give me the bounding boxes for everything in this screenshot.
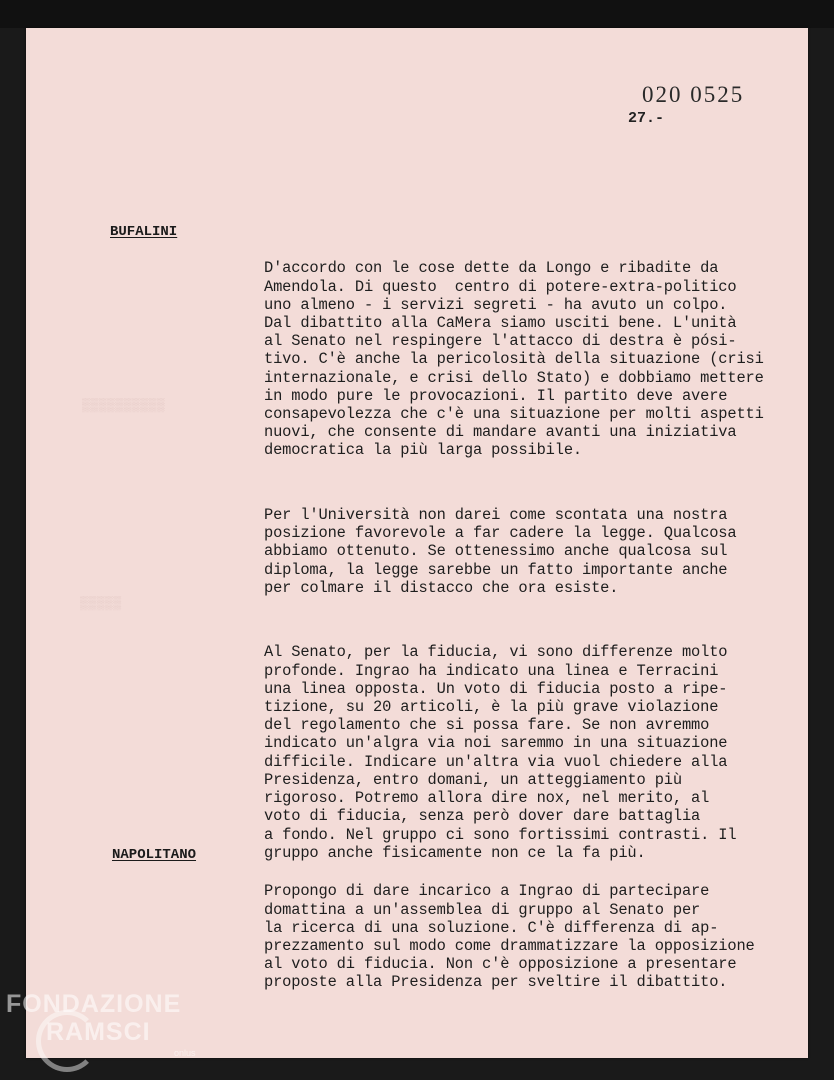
watermark-suffix: onlus [174,1048,196,1058]
watermark-line1: FONDAZIONE [6,990,182,1018]
archive-number: 020 0525 [642,82,745,107]
paragraph: Al Senato, per la fiducia, vi sono differenze molto profonde. Ingrao ha indicato una linea e Terracini una linea opposta. Un voto di fiducia posto a ripe- tizione, su 20 articoli, è la più grave violazione del regolamento che si possa fare. Se non avremmo indicato un'algra via noi saremmo in una situazione difficile. Indicare un'altra via vuol chiedere alla Presidenza, entro domani, un atteggiamento più rigoroso. Potremo allora dire nox, nel merito, al voto di fiducia, senza però dover dare battaglia a fondo. Nel gruppo ci sono fortissimi contrasti. Il gruppo anche fisicamente non ce la fa più. [264,643,737,862]
speaker-napolitano: NAPOLITANO [112,847,197,863]
bleed-through-text: ▒▒▒▒▒ [80,596,122,611]
speaker-bufalini: BUFALINI [110,224,178,240]
watermark-line2: RAMSCI [46,1018,151,1046]
paragraph: Propongo di dare incarico a Ingrao di partecipare domattina a un'assemblea di gruppo al Senato per la ricerca di una soluzione. C'è differenza di ap- prezzamento sul modo come drammatizzare la opposizione al voto di fiducia. Non c'è opposizione a presentare proposte alla Presidenza per sveltire il dibattito. [264,882,755,992]
scanner-top-strip [0,0,834,28]
paragraph: Per l'Università non darei come scontata una nostra posizione favorevole a far cadere la legge. Qualcosa abbiamo ottenuto. Se ottenessimo anche qualcosa sul diploma, la legge sarebbe un fatto importante anche per colmare il distacco che ora esiste. [264,506,737,597]
page-number: 27.- [628,110,665,127]
speech-napolitano [264,846,794,1020]
bleed-through-text: ▒▒▒▒▒▒▒▒▒▒ [82,398,166,413]
paragraph: D'accordo con le cose dette da Longo e ribadite da Amendola. Di questo centro di potere-extra-politico uno almeno - i servizi segreti - ha avuto un colpo. Dal dibattito alla CaMera siamo usciti bene. L'unità al Senato nel respingere l'attacco di destra è pósi- tivo. C'è anche la pericolosità della situazione (crisi internazionale, e crisi dello Stato) e dobbiamo mettere in modo pure le provocazioni. Il partito deve avere consapevolezza che c'è una situazione per molti aspetti nuovi, che consente di mandare avanti una iniziativa democratica la più larga possibile. [264,259,764,460]
speech-bufalini [264,223,794,890]
fondazione-gramsci-watermark [4,988,214,1068]
